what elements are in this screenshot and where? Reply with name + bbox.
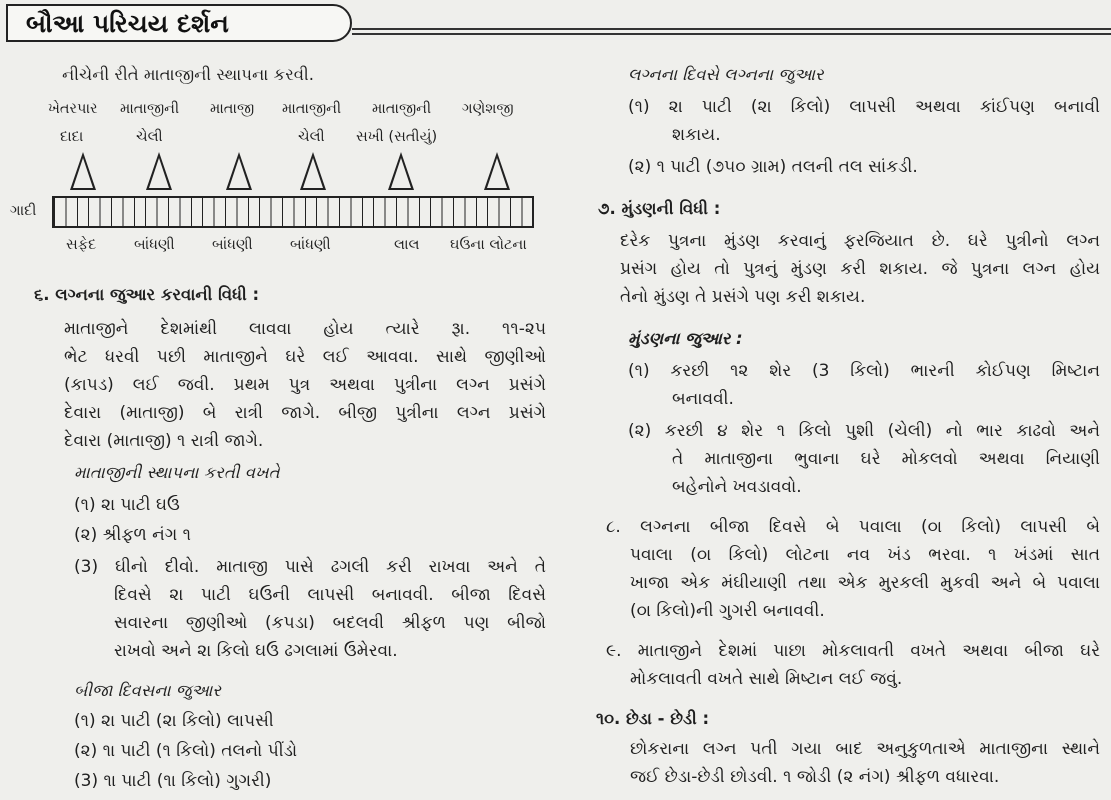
diagram-bottom-safed: સફેદ: [66, 237, 97, 253]
gadi-bar: [52, 196, 534, 228]
diagram-label-sakhi: સખી (સતીયું): [356, 129, 438, 145]
wedding-day-subheading: લગ્નના દિવસે લગ્નના જુઆર: [628, 65, 824, 84]
section-8-line: (૦ા કિલો)ની ગુગરી બનાવવી.: [630, 601, 825, 621]
section-10-heading: ૧૦. છેડા - છેડી :: [596, 709, 710, 728]
sthapana-item-3-cont: સવારના જીણીઓ (કપડા) બદલવી શ્રીફળ પણ બીજો: [114, 613, 546, 633]
section-9-line: મોકલાવતી વખતે સાથે મિષ્ટાન લઈ જવું.: [630, 669, 903, 689]
section-10-line: જઈ છેડા-છેડી છોડવી. ૧ જોડી (૨ નંગ) શ્રીફળ વધારવા.: [630, 767, 1000, 787]
diagram-bottom-lal: લાલ: [394, 237, 420, 253]
section-6-line: માતાજીને દેશમાંથી લાવવા હોય ત્યારે રૂા. ૧૧-૨૫: [64, 319, 546, 339]
section-8-line: ૮. લગ્નના બીજા દિવસે બે પવાલા (૦ા કિલો) લાપસી બે: [606, 517, 1100, 537]
intro-line: નીચેની રીતે માતાજીની સ્થાપના કરવી.: [62, 65, 314, 84]
section-9-line: ૯. માતાજીને દેશમાં પાછા મોકલાવતી વખતે અથવા બીજા ઘરે: [606, 641, 1100, 661]
day2-item: (૧) ૨ા પાટી (૨ા કિલો) લાપસી: [74, 711, 274, 731]
triangle-marker: [484, 152, 510, 190]
section-8-line: પવાલા (૦ા કિલો) લોટના નવ ખંડ ભરવા. ૧ ખંડમાં સાત: [630, 545, 1100, 565]
diagram-bottom-bandhani-2: બાંધણી: [212, 237, 253, 253]
title-rule: [352, 33, 1111, 35]
diagram-label-mataji-sakhi: માતાજીની: [372, 101, 432, 117]
sthapana-item-2: (૨) શ્રીફળ નંગ ૧: [74, 525, 191, 545]
sthapana-item-3-cont: રાખવો અને ૨ા કિલો ઘઉ ઢગલામાં ઉમેરવા.: [114, 641, 398, 661]
gadi-label: ગાદી: [10, 203, 37, 219]
diagram-bottom-bandhani-3: બાંધણી: [290, 237, 331, 253]
section-6-line: દેવારા (માતાજી) બે રાત્રી જાગે. બીજી પુત્રીના લગ્ન પ્રસંગે: [64, 403, 546, 423]
sthapana-subheading: માતાજીની સ્થાપના કરતી વખતે: [74, 463, 280, 482]
mundan-item-1-cont: બનાવવી.: [672, 389, 734, 409]
wedding-item-2: (૨) ૧ પાટી (૭૫૦ ગ્રામ) તલની તલ સાંકડી.: [628, 157, 918, 177]
triangle-marker: [146, 152, 172, 190]
triangle-marker: [388, 152, 414, 190]
section-6-heading: ૬. લગ્નના જુઆર કરવાની વિધી :: [34, 285, 260, 304]
diagram-bottom-bandhani-1: બાંધણી: [134, 237, 175, 253]
diagram-label-cheli-1: ચેલી: [136, 129, 163, 145]
wedding-item-1-cont: શકાય.: [672, 125, 721, 145]
mundan-item-2: (૨) કરછી ૪ શેર ૧ કિલો પુશી (ચેલી) નો ભાર કાઢવો અને: [628, 421, 1100, 441]
mundan-subheading: મુંડણના જુઆર :: [628, 329, 743, 348]
mundan-item-2-cont: બહેનોને ખવડાવવો.: [672, 477, 802, 497]
mundan-item-2-cont: તે માતાજીના ભુવાના ઘરે મોકલવો અથવા નિયાણી: [672, 449, 1100, 469]
sthapana-item-3: (3) ઘીનો દીવો. માતાજી પાસે ઢગલી કરી રાખવા અને તે: [74, 557, 546, 577]
wedding-item-1: (૧) ૨ા પાટી (૨ા કિલો) લાપસી અથવા કાંઈપણ બનાવી: [628, 97, 1100, 117]
diagram-bottom-ghauna-lotna: ઘઉના લોટના: [450, 237, 527, 253]
section-6-line: (કાપડ) લઈ જવી. પ્રથમ પુત્ર અથવા પુત્રીના લગ્ન પ્રસંગે: [64, 375, 546, 395]
triangle-marker: [300, 152, 326, 190]
day2-item: (૨) ૧ા પાટી (૧ કિલો) તલનો પીંડો: [74, 741, 298, 761]
diagram-label-mataji-cheli-2: માતાજીની: [282, 101, 342, 117]
diagram-label-mataji: માતાજી: [210, 101, 255, 117]
section-6-line: દેવારા (માતાજી) ૧ રાત્રી જાગે.: [64, 431, 264, 451]
diagram-label-cheli-2: ચેલી: [298, 129, 325, 145]
section-8-line: ખાજા એક મંઘીયાણી તથા એક મુરકલી મુકવી અને બે પવાલા: [630, 573, 1100, 593]
title-rule: [352, 28, 1111, 30]
section-6-line: ભેટ ધરવી પછી માતાજીને ઘરે લઈ આવવા. સાથે જીણીઓ: [64, 347, 546, 367]
section-7-line: પ્રસંગ હોય તો પુત્રનું મુંડણ કરી શકાય. જે પુત્રના લગ્ન હોય: [620, 259, 1100, 279]
triangle-marker: [226, 152, 252, 190]
page-title: બૌઆ પરિચય દર્શન: [26, 9, 229, 38]
section-7-heading: ૭. મુંડણની વિધી :: [598, 199, 721, 218]
section-7-line: તેનો મુંડણ તે પ્રસંગે પણ કરી શકાય.: [620, 287, 866, 307]
triangle-marker: [70, 152, 96, 190]
day2-item: (3) ૧ા પાટી (૧ા કિલો) ગુગરી): [74, 771, 272, 791]
sthapana-item-3-cont: દિવસે ૨ા પાટી ઘઉની લાપસી બનાવવી. બીજા દિવસે: [114, 585, 546, 605]
diagram-label-khetarpar: ખેતરપાર: [48, 101, 98, 117]
sthapana-item-1: (૧) ૨ા પાટી ઘઉ: [74, 495, 180, 515]
mundan-item-1: (૧) કરછી ૧૨ શેર (3 કિલો) ભારની કોઈપણ મિષ્ટાન: [628, 361, 1100, 381]
section-7-line: દરેક પુત્રના મુંડણ કરવાનું ફરજિયાત છે. ઘરે પુત્રીનો લગ્ન: [620, 231, 1100, 251]
section-10-line: છોકરાના લગ્ન પતી ગયા બાદ અનુકુળતાએ માતાજીના સ્થાને: [630, 739, 1100, 759]
title-banner: [6, 4, 352, 42]
diagram-label-dada: દાદા: [60, 129, 84, 145]
day2-subheading: બીજા દિવસના જુઆર: [74, 681, 221, 700]
diagram-label-mataji-cheli-1: માતાજીની: [120, 101, 180, 117]
diagram-label-ganeshji: ગણેશજી: [462, 101, 514, 117]
